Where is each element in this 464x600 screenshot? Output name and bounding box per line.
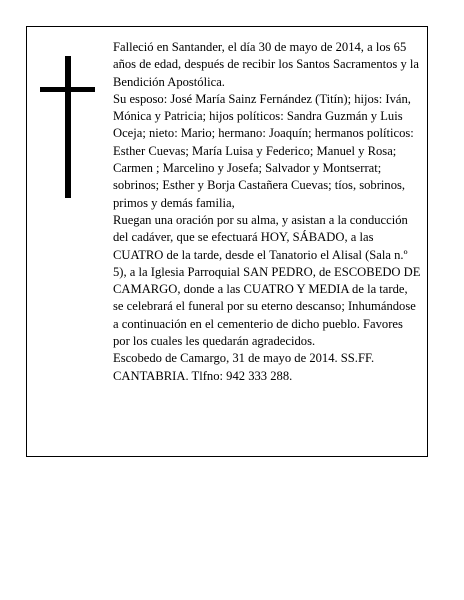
cross-vertical-bar bbox=[65, 56, 71, 198]
death-announcement-paragraph: Falleció en Santander, el día 30 de mayo de 2014, a los 65 años de edad, después de recibir los Santos Sacramentos y la Bendición Apostólica. bbox=[113, 40, 420, 89]
place-date-funeral-home-paragraph: Escobedo de Camargo, 31 de mayo de 2014. SS.FF. CANTABRIA. Tlfno: 942 333 288. bbox=[113, 351, 375, 383]
cross-horizontal-bar bbox=[40, 87, 95, 92]
funeral-details-paragraph: Ruegan una oración por su alma, y asistan a la conducción del cadáver, que se efectuará HOY, SÁBADO, a las CUATRO de la tarde, desde el Tanatorio el Alisal (Sala n.º 5), a la Iglesia Parroquial SAN PEDRO, de ESCOBEDO DE CAMARGO, donde a las CUATRO Y MEDIA de la tarde, se celebrará el funeral por su eterno descanso; Inhumándose a continuación en el cementerio de dicho pueblo. Favores por los cuales les quedarán agradecidos. bbox=[113, 212, 421, 349]
obituary-notice bbox=[26, 26, 428, 457]
obituary-text bbox=[113, 39, 421, 385]
family-list-paragraph: Su esposo: José María Sainz Fernández (Titín); hijos: Iván, Mónica y Patricia; hijos políticos: Sandra Guzmán y Luis Oceja; nieto: Mario; hermano: Joaquín; hermanos políticos: Esther Cuevas; María Luisa y Federico; Manuel y Rosa; Carmen ; Marcelino y Josefa; Salvador y Montserrat; sobrinos; Esther y Borja Castañera Cuevas; tíos, sobrinos, primos y demás familia, bbox=[113, 91, 414, 210]
